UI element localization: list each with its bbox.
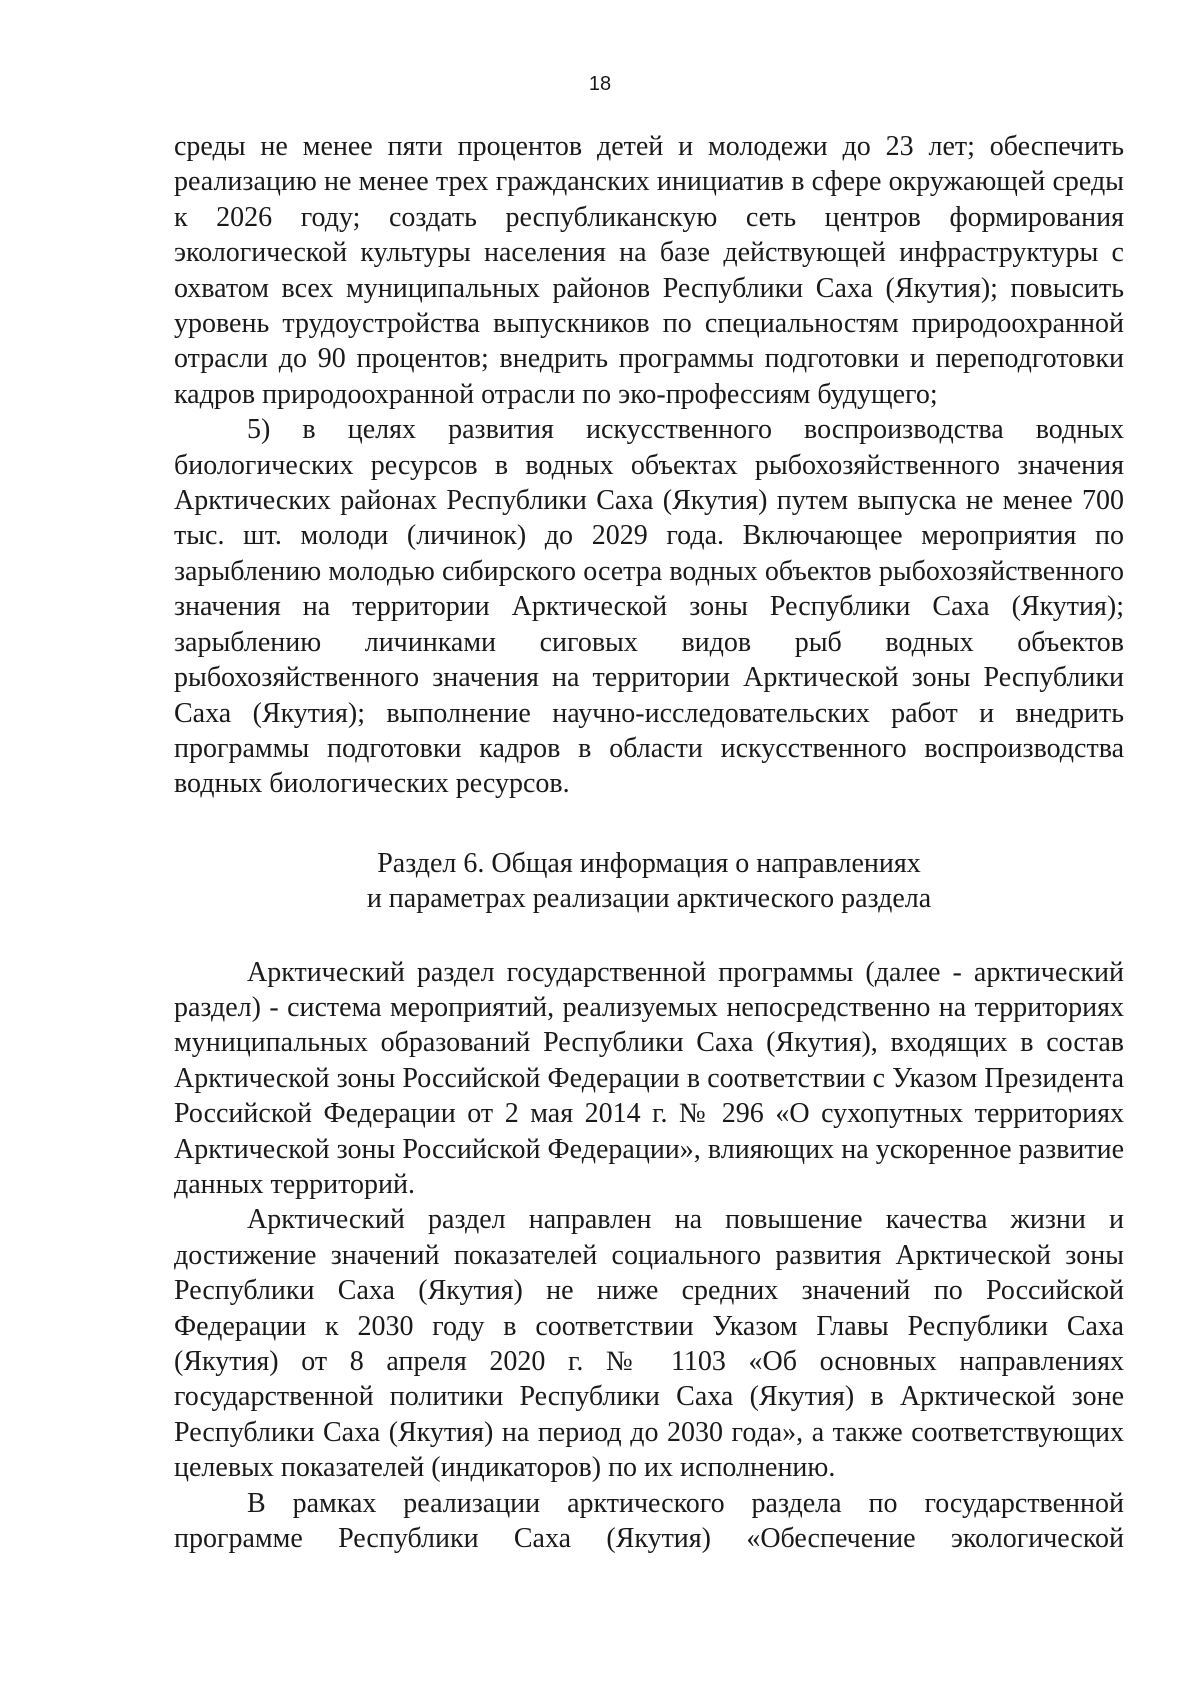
page-number: 18	[588, 73, 612, 95]
paragraph-continued: среды не менее пяти процентов детей и молодежи до 23 лет; обеспечить реализацию не менее трех гражданских инициатив в сфере окружающей среды к 2026 году; создать республиканскую сеть центров формирования экологической культуры населения на базе действующей инфраструктуры с охватом всех муниципальных районов Республики Саха (Якутия); повысить уровень трудоустройства выпускников по специальностям природоохранной отрасли до 90 процентов; внедрить программы подготовки и переподготовки кадров природоохранной отрасли по эко-профессиям будущего;	[174, 131, 1124, 410]
paragraph-arctic-section-definition: Арктический раздел государственной программы (далее - арктический раздел) - система мероприятий, реализуемых непосредственно на территориях муниципальных образований Республики Саха (Якутия), входящих в состав Арктической зоны Российской Федерации в соответствии с Указом Президента Российской Федерации от 2 мая 2014 г. № 296 «О сухопутных территориях Арктической зоны Российской Федерации», влияющих на ускоренное развитие данных территорий.	[174, 956, 1124, 1200]
paragraph-item-5: 5) в целях развития искусственного воспроизводства водных биологических ресурсов в водных объектах рыбохозяйственного значения Арктических районах Республики Саха (Якутия) путем выпуска не менее 700 тыс. шт. молоди (личинок) до 2029 года. Включающее мероприятия по зарыблению молодью сибирского осетра водных объектов рыбохозяйственного значения на территории Арктической зоны Республики Саха (Якутия); зарыблению личинками сиговых видов рыб водных объектов рыбохозяйственного значения на территории Арктической зоны Республики Саха (Якутия); выполнение научно-исследовательских работ и внедрить программы подготовки кадров в области искусственного воспроизводства водных биологических ресурсов.	[174, 414, 1124, 800]
section-heading	[174, 846, 1124, 917]
section-heading-line-2: и параметрах реализации арктического раздела	[366, 883, 932, 915]
paragraph-arctic-section-purpose: Арктический раздел направлен на повышение качества жизни и достижение значений показателей социального развития Арктической зоны Республики Саха (Якутия) не ниже средних значений по Российской Федерации к 2030 году в соответствии Указом Главы Республики Саха (Якутия) от 8 апреля 2020 г. № 1103 «Об основных направлениях государственной политики Республики Саха (Якутия) в Арктической зоне Республики Саха (Якутия) на период до 2030 года», а также соответствующих целевых показателей (индикаторов) по их исполнению.	[174, 1204, 1124, 1484]
paragraph-arctic-section-implementation: В рамках реализации арктического раздела по государственной программе Республики Саха (Якутия) «Обеспечение экологической	[174, 1487, 1124, 1555]
section-heading-line-1: Раздел 6. Общая информация о направлениях	[377, 847, 921, 879]
document-body	[174, 129, 1124, 1556]
